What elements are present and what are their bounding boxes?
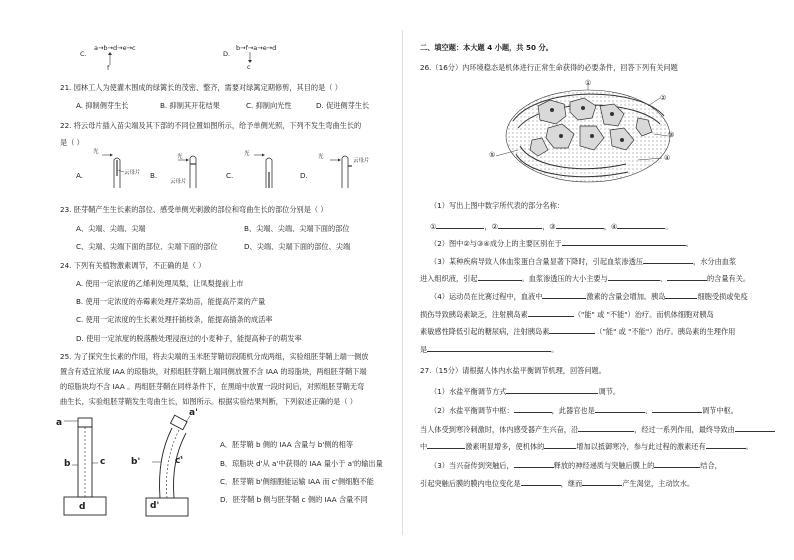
q26-blank-10[interactable] — [542, 290, 586, 299]
q27-blank-8[interactable] — [544, 440, 576, 449]
q27-p1a: （1）水盐平衡调节方式 — [430, 387, 507, 396]
q23-stem: 23. 胚芽鞘产生生长素的部位、感受单侧光刺激的部位和弯曲生长的部位分别是（ ） — [60, 205, 328, 214]
q26-fig-num-4: ④ — [664, 154, 671, 162]
q26-tissue-figure — [488, 76, 688, 194]
q26-p4h: 是 — [420, 345, 428, 354]
q26-blank-4[interactable] — [617, 220, 665, 229]
q22-opt-b: B. — [150, 171, 158, 180]
q21-opt-d: D. 促进侧芽生长 — [316, 101, 370, 110]
q22-fig-a-light: 光 — [93, 149, 99, 155]
q26-p3-line1 — [430, 255, 736, 266]
flow-c-node-f: f — [107, 64, 110, 72]
q26-blank-6[interactable] — [643, 255, 693, 264]
q26-p1-item-3: ，③ — [542, 222, 556, 231]
q26-p3a: （3）某种疾病导致人体血浆蛋白含量显著下降时，引起血浆渗透压 — [430, 257, 644, 266]
q26-p4i: 。 — [551, 345, 559, 354]
q27-p3-line2 — [420, 477, 694, 488]
q27-p2j: 。 — [745, 442, 753, 451]
q21-opt-c: C. 抑制向光性 — [246, 101, 292, 110]
q27-p2a: （2）水盐平衡调节中枢： — [430, 406, 514, 415]
flow-d-node-c: c — [247, 63, 251, 71]
q26-blank-11[interactable] — [665, 290, 697, 299]
q26-p4b: 激素的含量会增加。胰岛 — [586, 292, 666, 301]
q26-p3e: 、 — [659, 274, 667, 283]
q27-p2-line1 — [430, 404, 738, 415]
q26-blank-5[interactable] — [562, 237, 686, 246]
q26-p2 — [430, 237, 693, 248]
flow-c-chain: a→b→d→e→c — [94, 44, 136, 52]
q25-line-2: 置含有适宜浓度 IAA 的琼脂块，对照组胚芽鞘上端同侧放置不含 IAA 的琼脂块，两组胚芽鞘下端 — [60, 367, 367, 376]
q27-p3f: 产生渴觉，主动饮水。 — [622, 479, 695, 488]
q26-p2-end: 。 — [685, 239, 693, 248]
q27-blank-2[interactable] — [514, 404, 552, 413]
q26-p4-line3 — [420, 325, 735, 336]
q22-fig-c-light: 光 — [244, 151, 250, 157]
q23-opt-b: B、尖端、尖端、尖端下面的部位 — [244, 224, 350, 233]
q25-label-b: b — [64, 459, 71, 469]
q23-opt-c: C、尖端、尖端下面的部位、尖端下面的部位 — [76, 242, 218, 251]
q26-fig-num-3: ③ — [668, 131, 675, 139]
q27-p2d: 调节中枢。 — [701, 406, 738, 415]
q26-p2-text: （2）图中②与③④成分上的主要区别在于 — [430, 239, 562, 248]
q26-p4-line4 — [420, 343, 558, 354]
q25-opt-d: D．胚芽鞘 b 侧与胚芽鞘 c 侧的 IAA 含量不同 — [220, 495, 368, 504]
q22-stem-2: 是（ ） — [60, 138, 84, 147]
q26-blank-2[interactable] — [498, 220, 542, 229]
q27-p2-line2 — [420, 423, 775, 434]
q27-blank-11[interactable] — [654, 459, 700, 468]
q27-blank-3[interactable] — [595, 404, 645, 413]
q25-opt-c: C．胚芽鞘 b'侧细胞能运输 IAA 而 c'侧细胞不能 — [220, 477, 374, 486]
q26-blank-14[interactable] — [427, 343, 551, 352]
q26-blank-3[interactable] — [556, 220, 604, 229]
q21-stem: 21. 园林工人为使灌木围成的绿篱长的茂密、整齐，需要对绿篱定期修剪，其目的是（ ） — [60, 83, 342, 92]
q27-p2e: 当人体受到寒冷刺激时，体内感受器产生兴奋，沿 — [420, 425, 579, 434]
q25-label-a2: a' — [189, 408, 198, 418]
q26-blank-12[interactable] — [528, 308, 574, 317]
q21-opt-a: A. 抑制侧芽生长 — [76, 101, 129, 110]
q24-opt-a: A. 使用一定浓度的乙烯利处理凤梨，让凤梨提前上市 — [76, 279, 244, 288]
q27-blank-12[interactable] — [521, 477, 561, 486]
q27-p2c: 、 — [644, 406, 652, 415]
q24-opt-b: B. 使用一定浓度的赤霉素处理芹菜幼苗，能提高芹菜的产量 — [76, 297, 266, 306]
q27-blank-9[interactable] — [706, 440, 746, 449]
q27-blank-10[interactable] — [514, 459, 554, 468]
q25-label-d: d — [79, 502, 86, 512]
q25-line-3: 的琼脂块均不含 IAA 。两组胚芽鞘在同样条件下，在黑暗中放置一段时间后，对照组胚芽鞘无弯 — [60, 382, 365, 391]
q26-p1-item-2: ，② — [484, 222, 499, 231]
q22-fig-d-mica: 云母片 — [353, 158, 370, 164]
q22-opt-c: C. — [226, 171, 234, 180]
q22-fig-c — [244, 152, 294, 188]
q27-p1 — [430, 385, 620, 396]
q26-p3b: ，水分由血浆 — [693, 257, 737, 266]
flow-d-label: D. — [223, 50, 231, 58]
q26-blank-7[interactable] — [478, 272, 522, 281]
q27-p3d: 引起突触后膜的膜内电位变化是 — [420, 479, 521, 488]
q26-p3f: 的含量有关。 — [706, 274, 751, 283]
q26-p4e: （"能" 或 "不能"）治疗。而机体细胞对胰岛 — [573, 310, 714, 319]
q26-stem: 26.（16分）内环境稳态是机体进行正常生命获得的必要条件，回答下列有关问题 — [420, 63, 678, 72]
q26-blank-9[interactable] — [667, 272, 707, 281]
q25-opt-b: B．琼脂块 d'从 a'中获得的 IAA 量小于 a'的输出量 — [220, 459, 383, 468]
q22-fig-b-light: 光 — [177, 154, 183, 160]
q27-p3-line1 — [430, 459, 722, 470]
column-divider — [402, 30, 403, 535]
flow-c-label: C. — [80, 50, 87, 58]
q26-p4g: （"能" 或 "不能"）治疗。胰岛素的生理作用 — [595, 327, 736, 336]
q24-opt-d: D. 使用一定浓度的脱落酸处理浸泡过的小麦种子，能提高种子的萌发率 — [76, 334, 302, 343]
flow-d-chain: b→f→a→e→d — [236, 44, 277, 52]
q22-stem-1: 22. 将云母片插入苗尖端及其下部的不同位置如图所示，给予单侧光照，下列不发生弯曲生长的 — [60, 121, 362, 130]
q25-label-c2: c' — [175, 456, 184, 466]
q27-blank-6[interactable] — [735, 423, 775, 432]
q25-label-a: a — [56, 418, 63, 428]
q26-p3d: 。血浆渗透压的大小主要与 — [521, 274, 608, 283]
q25-label-d2: d' — [150, 501, 160, 511]
q22-fig-a-mica: 云母片 — [124, 170, 141, 176]
q22-fig-b-mica: 云母片 — [170, 179, 187, 185]
q27-p2i: 增加以抵御寒冷，参与此过程的激素还有 — [576, 442, 706, 451]
q27-p1b: 调节。 — [598, 387, 621, 396]
q27-blank-13[interactable] — [582, 477, 622, 486]
q26-p3c: 进入组织液，引起 — [420, 274, 478, 283]
q26-fig-num-2: ② — [660, 94, 667, 102]
q25-line-1: 25. 为了探究生长素的作用，将去尖端的玉米胚芽鞘切段随机分成两组，实验组胚芽鞘上端一侧放 — [60, 352, 369, 361]
q27-p3a: （3）当兴奋传到突触后， — [430, 461, 514, 470]
q27-p2h: 激素明显增多，使机体的 — [465, 442, 545, 451]
q27-blank-1[interactable] — [506, 385, 598, 394]
q26-p4d: 损伤导致胰岛素缺乏，注射胰岛素 — [420, 310, 528, 319]
q22-opt-a: A. — [76, 171, 84, 180]
q27-p2b: ，此器官也是 — [551, 406, 595, 415]
q21-opt-b: B. 抑制其开花结果 — [160, 101, 220, 110]
q25-figure-experiment — [130, 400, 210, 522]
q24-stem: 24. 下列有关植物激素调节，不正确的是（ ） — [60, 261, 206, 270]
q27-p2g: 中 — [420, 442, 428, 451]
q26-p4-line2 — [420, 308, 714, 319]
q27-p3c: 结合， — [700, 461, 722, 470]
q22-opt-d: D. — [300, 171, 308, 180]
q26-p1: （1）写出上图中数字所代表的部分名称： — [430, 201, 564, 210]
q26-p4-line1 — [430, 290, 748, 301]
q24-opt-c: C. 使用一定浓度的生长素处理扦插枝条，能提高插条的成活率 — [76, 315, 273, 324]
section-heading: 二、填空题：本大题 4 小题，共 50 分。 — [420, 43, 553, 52]
q26-fig-num-1: ① — [585, 79, 592, 87]
q23-opt-d: D、尖端、尖端下面的部位、尖端 — [244, 242, 351, 251]
q26-fig-num-5: ⑤ — [489, 151, 496, 159]
q27-p3b: 释放的神经递质与突触后膜上的 — [553, 461, 655, 470]
q26-p1-item-5: 。 — [665, 222, 673, 231]
q27-blank-7[interactable] — [427, 440, 465, 449]
q26-p4f: 素敏感性降低引起的糖尿病，注射胰岛素 — [420, 327, 550, 336]
q27-blank-5[interactable] — [578, 423, 634, 432]
q26-p1-blanks — [430, 220, 673, 231]
q26-blank-8[interactable] — [608, 272, 660, 281]
q27-p3e: ，继而 — [560, 479, 583, 488]
q25-line-4: 曲生长，实验组胚芽鞘发生弯曲生长，如图所示。根据实验结果判断，下列叙述正确的是（ ） — [60, 397, 357, 406]
q22-fig-d-light: 光 — [318, 154, 324, 160]
q27-blank-4[interactable] — [652, 404, 702, 413]
q26-blank-13[interactable] — [549, 325, 595, 334]
q26-p3-line2 — [420, 272, 750, 283]
q26-p1-item-1: ① — [430, 222, 437, 231]
q26-p4c: 细胞受损或免疫 — [697, 292, 748, 301]
q23-opt-a: A、尖端、尖端、尖端 — [76, 224, 146, 233]
q25-label-b2: b' — [131, 457, 141, 467]
q27-p2-line3 — [420, 440, 753, 451]
q26-blank-1[interactable] — [436, 220, 484, 229]
q25-label-c: c — [100, 457, 106, 467]
q27-stem: 27.（15分）请根据人体内水盐平衡调节机理，回答问题。 — [420, 366, 606, 375]
q26-p4a: （4）运动员在比赛过程中，血液中 — [430, 292, 543, 301]
q27-p2f: ，经过一系列作用，最终导致由 — [634, 425, 735, 434]
q25-opt-a: A．胚芽鞘 b 侧的 IAA 含量与 b'侧的相等 — [220, 440, 354, 449]
q26-p1-item-4: ，④ — [603, 222, 618, 231]
